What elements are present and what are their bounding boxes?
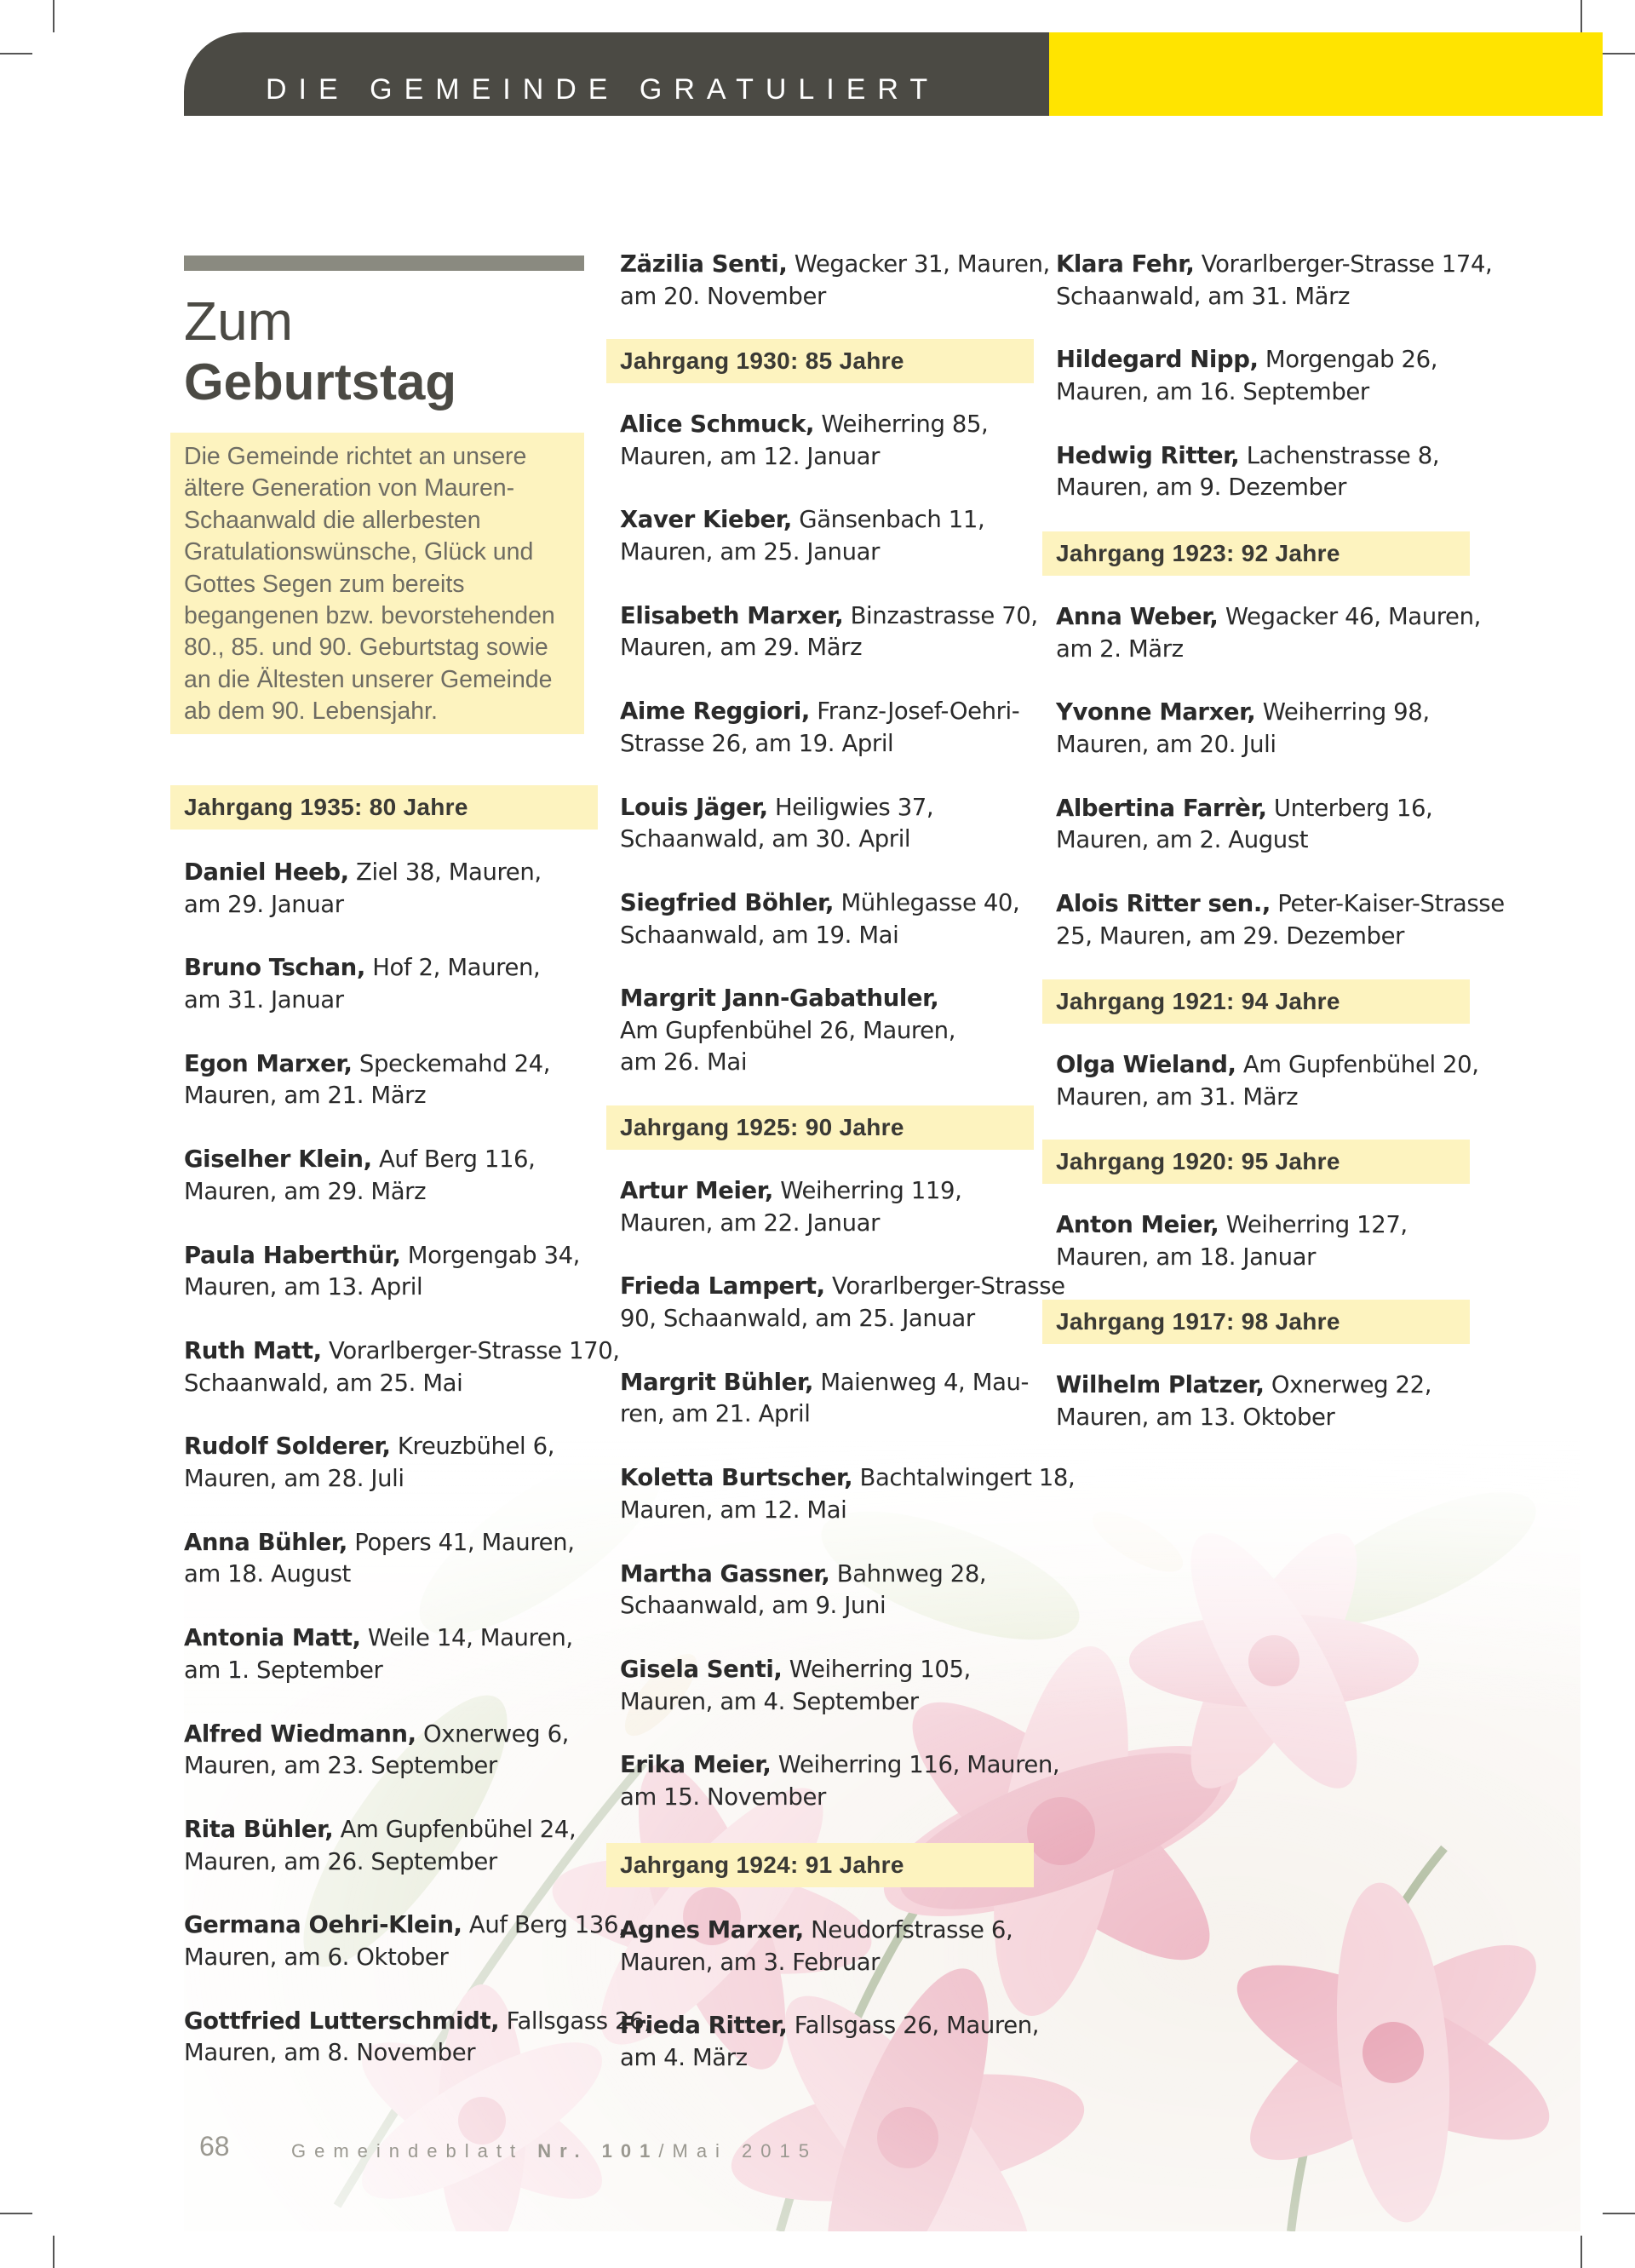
year-heading-1921: Jahrgang 1921: 94 Jahre [1042,979,1470,1024]
page-number: 68 [199,2131,230,2162]
address-date-line: Mauren, am 26. September [184,1847,497,1875]
person-name: Anna Bühler, [184,1528,347,1556]
address-date-line: Mauren, am 13. April [184,1273,423,1301]
address-date-line: 90, Schaanwald, am 25. Januar [620,1304,975,1332]
magazine-name: Gemeindeblatt [291,2140,538,2162]
address-line: Fallsgass 26, Mauren, [787,2012,1040,2040]
address-date-line: Mauren, am 12. Mai [620,1496,847,1524]
address-date-line: ren, am 21. April [620,1400,811,1428]
person-name: Daniel Heeb, [184,858,349,886]
person-name: Germana Oehri-Klein, [184,1911,462,1939]
person-name: Yvonne Marxer, [1056,698,1256,726]
address-date-line: Mauren, am 23. September [184,1752,497,1780]
address-date-line: am 4. März [620,2043,748,2071]
person-name: Rudolf Solderer, [184,1433,391,1461]
person-name: Martha Gassner, [620,1559,830,1588]
birthday-entry [620,1654,971,1718]
address-line: Binzastrasse 70, [843,601,1038,629]
birthday-entry [620,1175,961,1239]
address-date-line: Mauren, am 4. September [620,1687,919,1715]
birthday-entry [620,504,984,568]
birthday-entry [184,1335,620,1399]
address-date-line: am 29. Januar [184,890,344,918]
address-date-line: Mauren, am 25. Januar [620,537,880,566]
person-name: Giselher Klein, [184,1145,372,1174]
person-name: Antonia Matt, [184,1624,361,1652]
person-name: Agnes Marxer, [620,1916,804,1944]
address-line: Weiherring 119, [772,1177,962,1204]
year-heading-1935: Jahrgang 1935: 80 Jahre [170,785,598,830]
birthday-entry [184,1431,554,1495]
person-name: Margrit Bühler, [620,1368,814,1396]
birthday-entry [620,696,1019,760]
crop-mark [0,53,32,55]
birthday-entry [620,1749,1059,1813]
crop-mark [53,0,54,32]
address-line: Weiherring 98, [1255,698,1430,726]
year-heading-1925: Jahrgang 1925: 90 Jahre [606,1105,1034,1150]
section-header-bar [184,32,1049,116]
address-date-line: Mauren, am 28. Juli [184,1464,404,1492]
address-line: Vorarlberger-Strasse 174, [1194,250,1493,278]
address-date-line: am 1. September [184,1656,383,1684]
birthday-entry [620,1462,1075,1526]
address-date-line: am 15. November [620,1783,826,1811]
address-line: Bahnweg 28, [829,1559,987,1588]
page-title: Geburtstag [184,353,457,411]
person-name: Ruth Matt, [184,1337,322,1364]
person-name: Gisela Senti, [620,1656,783,1683]
crop-mark [1580,0,1582,32]
address-date-line: am 2. März [1056,634,1184,663]
address-line: Franz-Josef-Oehri- [809,698,1020,726]
address-date-line: Schaanwald, am 31. März [1056,282,1351,310]
birthday-entry [1056,344,1437,408]
year-heading-1917: Jahrgang 1917: 98 Jahre [1042,1300,1470,1344]
year-heading-1924: Jahrgang 1924: 91 Jahre [606,1843,1034,1887]
address-date-line: Mauren, am 6. Oktober [184,1943,449,1971]
person-name: Frieda Lampert, [620,1272,825,1301]
person-name: Hildegard Nipp, [1056,346,1259,374]
address-date-line: 25, Mauren, am 29. Dezember [1056,922,1404,950]
person-name: Gottfried Lutterschmidt, [184,2007,500,2035]
address-date-line: Mauren, am 16. September [1056,377,1369,405]
person-name: Rita Bühler, [184,1816,334,1843]
address-line: Unterberg 16, [1266,794,1433,822]
address-date-line: Mauren, am 29. März [184,1177,427,1205]
address-line: Oxnerweg 22, [1264,1371,1432,1398]
person-name: Erika Meier, [620,1751,772,1779]
crop-mark [53,2236,54,2268]
address-line: Weile 14, Mauren, [360,1624,573,1652]
address-line: Heiligwies 37, [767,793,934,821]
address-date-line: Mauren, am 31. März [1056,1082,1299,1111]
address-date-line: Schaanwald, am 25. Mai [184,1369,463,1397]
person-name: Bruno Tschan, [184,954,365,982]
birthday-entry [184,1048,550,1112]
date-line: am 26. Mai [620,1048,748,1077]
address-line: Auf Berg 136, [462,1911,626,1939]
person-name: Louis Jäger, [620,793,768,821]
address-line: Weiherring 116, Mauren, [771,1751,1060,1779]
birthday-entry [620,1367,1029,1431]
birthday-entry [620,2010,1039,2074]
birthday-entry [620,1559,986,1622]
birthday-entry [184,1909,625,1973]
person-name: Siegfried Böhler, [620,889,835,916]
address-line: Peter-Kaiser-Strasse [1270,890,1505,918]
address-line: Weiherring 85, [814,411,989,438]
address-line: Vorarlberger-Strasse [824,1272,1065,1301]
address-date-line: am 20. November [620,282,826,310]
section-title: DIE GEMEINDE GRATULIERT [266,73,940,106]
birthday-entry [1056,1209,1408,1273]
person-name: Frieda Ritter, [620,2012,788,2040]
address-line: Gänsenbach 11, [791,506,985,534]
page-title-light: Zum [184,290,293,352]
birthday-entry [620,1271,1065,1335]
address-line: Wegacker 46, Mauren, [1218,603,1481,630]
header-accent-block [1049,32,1603,116]
birthday-entry [620,887,1019,951]
birthday-entry [620,1915,1013,1978]
magazine-date: /Mai 2015 [658,2140,818,2162]
address-line: Lachenstrasse 8, [1239,441,1440,469]
address-date-line: Schaanwald, am 19. Mai [620,921,899,949]
person-name: Aime Reggiori, [620,698,810,726]
address-date-line: Mauren, am 29. März [620,634,863,662]
magazine-issue: Nr. 101 [537,2140,659,2162]
birthday-entry [620,600,1038,664]
person-name: Egon Marxer, [184,1049,353,1077]
birthday-entry [184,1622,573,1686]
person-name: Alfred Wiedmann, [184,1720,416,1748]
address-date-line: Mauren, am 18. Januar [1056,1243,1316,1271]
address-line: Weiherring 127, [1219,1211,1408,1238]
birthday-entry [1056,697,1430,761]
address-date-line: Mauren, am 3. Februar [620,1948,881,1976]
address-line: Fallsgass 26, [499,2007,651,2035]
birthday-entry [184,857,542,921]
birthday-entry [1056,888,1505,952]
birthday-entry [620,983,955,1079]
title-rule [184,256,584,271]
person-name: Anton Meier, [1056,1211,1219,1238]
person-name: Zäzilia Senti, [620,250,788,278]
address-date-line: Mauren, am 13. Oktober [1056,1403,1335,1431]
birthday-entry [184,1144,536,1208]
address-line: Bachtalwingert 18, [852,1464,1076,1492]
birthday-entry [1056,440,1439,504]
address-line: Hof 2, Mauren, [364,954,541,982]
crop-mark [0,2213,32,2214]
address-line: Kreuzbühel 6, [390,1433,555,1461]
address-date-line: Mauren, am 22. Januar [620,1209,880,1237]
address-line: Am Gupfenbühel 20, [1236,1051,1479,1078]
address-date-line: am 31. Januar [184,985,344,1013]
address-date-line: Mauren, am 20. Juli [1056,730,1276,758]
birthday-entry [184,1814,576,1878]
address-date-line: Mauren, am 21. März [184,1082,427,1110]
address-date-line: Schaanwald, am 30. April [620,825,911,853]
person-name: Klara Fehr, [1056,250,1195,278]
crop-mark [1603,2213,1635,2214]
birthday-entry [184,1527,575,1591]
crop-mark [1603,53,1635,55]
address-date-line: Am Gupfenbühel 26, Mauren, [620,1016,956,1044]
address-line: Weiherring 105, [782,1656,971,1683]
address-line: Morgengab 34, [400,1241,581,1269]
birthday-entry [620,792,933,856]
address-line: Auf Berg 116, [371,1145,536,1174]
address-line: Am Gupfenbühel 24, [333,1816,577,1843]
address-line: Oxnerweg 6, [416,1720,570,1748]
birthday-entry [1056,1049,1479,1113]
address-line: Vorarlberger-Strasse 170, [321,1337,620,1364]
birthday-entry [184,2006,651,2070]
magazine-footer [291,2140,818,2162]
person-name: Koletta Burtscher, [620,1464,853,1492]
person-name: Xaver Kieber, [620,506,792,534]
person-name: Anna Weber, [1056,603,1219,630]
address-date-line: Mauren, am 8. November [184,2039,476,2067]
birthday-entry [184,1240,580,1304]
person-name: Alois Ritter sen., [1056,890,1271,918]
address-line: Morgengab 26, [1258,346,1438,374]
birthday-entry [1056,1369,1431,1433]
address-line: Mühlegasse 40, [834,889,1020,916]
intro-text: Die Gemeinde richtet an unsere ältere Generation von Mauren-Schaanwald die allerbesten Gratulationswünsche, Glück und Gottes Segen zum bereits begangenen bzw. bevorstehenden 80., 85. und 90. Geburtstag sowie an die Ältesten unserer Gemeinde ab dem 90. Lebensjahr. [170,433,584,734]
birthday-entry [1056,249,1492,313]
person-name: Alice Schmuck, [620,411,815,438]
address-line: Popers 41, Mauren, [347,1528,575,1556]
birthday-entry [620,249,1050,313]
year-heading-1930: Jahrgang 1930: 85 Jahre [606,339,1034,383]
crop-mark [1580,2236,1582,2268]
birthday-entry [620,409,988,473]
address-line: Wegacker 31, Mauren, [787,250,1050,278]
person-name: Elisabeth Marxer, [620,601,844,629]
birthday-entry [1056,601,1481,665]
address-date-line: Mauren, am 9. Dezember [1056,474,1347,502]
person-name: Margrit Jann-Gabathuler, [620,985,939,1013]
birthday-entry [1056,793,1432,857]
address-line: Speckemahd 24, [352,1049,551,1077]
birthday-entry [184,1719,569,1783]
address-date-line: Mauren, am 2. August [1056,826,1309,854]
address-date-line: Strasse 26, am 19. April [620,729,894,757]
person-name: Wilhelm Platzer, [1056,1371,1265,1398]
address-line: Ziel 38, Mauren, [348,858,542,886]
address-date-line: Mauren, am 12. Januar [620,442,880,470]
address-line: Maienweg 4, Mau- [813,1368,1030,1396]
person-name: Artur Meier, [620,1177,773,1204]
address-line: Neudorfstrasse 6, [803,1916,1013,1944]
address-date-line: am 18. August [184,1560,351,1588]
person-name: Albertina Farrèr, [1056,794,1267,822]
person-name: Hedwig Ritter, [1056,441,1240,469]
birthday-entry [184,952,540,1016]
person-name: Paula Haberthür, [184,1241,401,1269]
year-heading-1923: Jahrgang 1923: 92 Jahre [1042,531,1470,576]
year-heading-1920: Jahrgang 1920: 95 Jahre [1042,1140,1470,1184]
person-name: Olga Wieland, [1056,1051,1236,1078]
address-date-line: Schaanwald, am 9. Juni [620,1592,886,1620]
